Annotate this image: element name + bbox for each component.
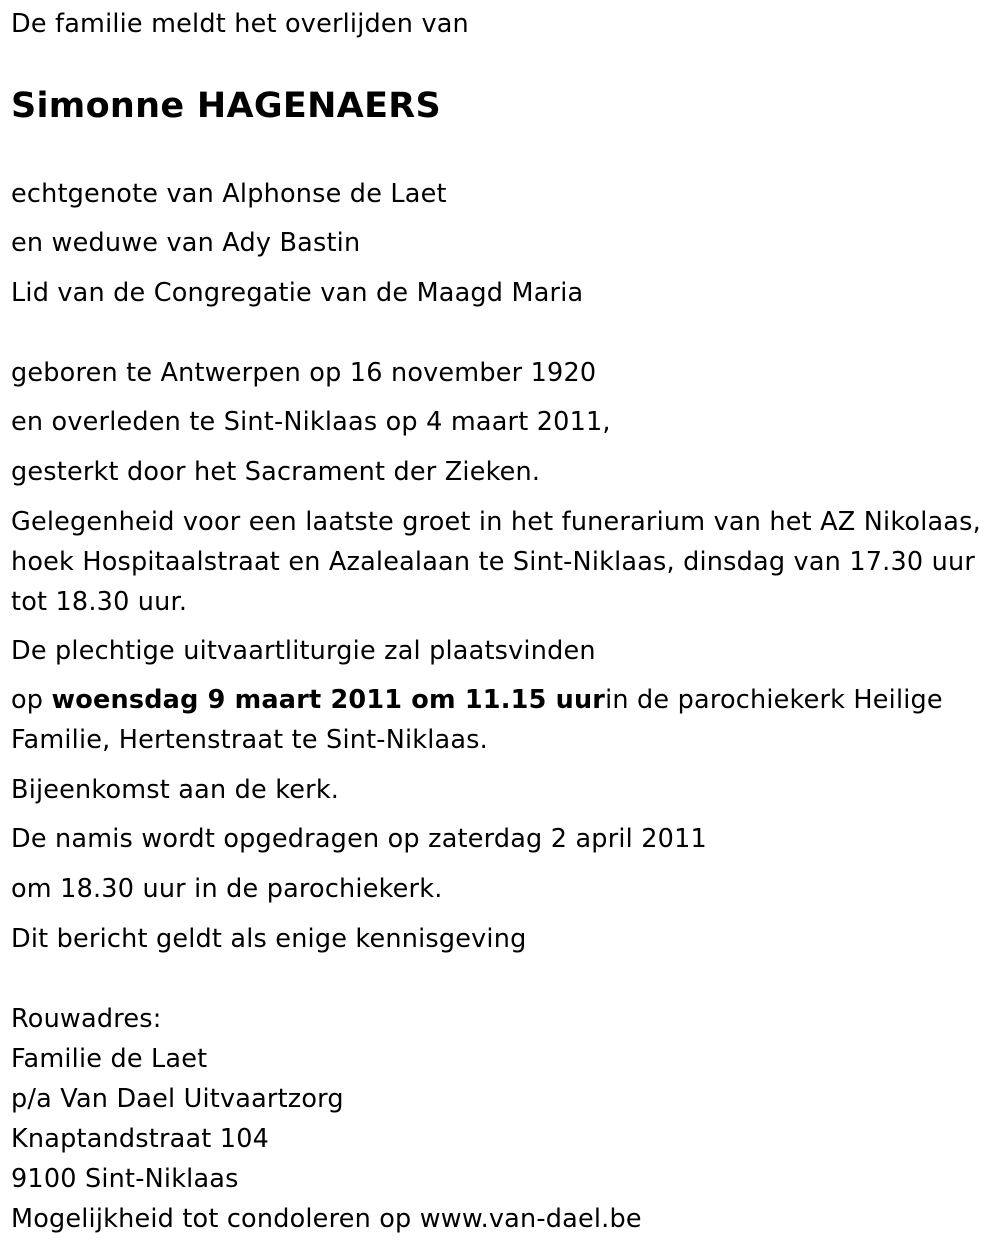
intro-text: De familie meldt het overlijden van [11, 9, 469, 39]
birth-info: geboren te Antwerpen op 16 november 1920 [11, 358, 597, 388]
deceased-name: Simonne HAGENAERS [11, 86, 442, 126]
condolences-text: Mogelijkheid tot condoleren op www.van-dael.be [11, 1204, 642, 1234]
liturgy-datetime: woensdag 9 maart 2011 om 11.15 uur [51, 685, 606, 715]
notice-text: Dit bericht geldt als enige kennisgeving [11, 924, 527, 954]
liturgy-place: in de parochiekerk Heilige Familie, Hertenstraat te Sint-Niklaas. [11, 685, 943, 755]
viewing-info: Gelegenheid voor een laatste groet in het funerarium van het AZ Nikolaas, hoek Hospitaalstraat en Azalealaan te Sint-Niklaas, dinsdag van 17.30 uur tot 18.30 uur. [11, 507, 981, 617]
sacrament-info: gesterkt door het Sacrament der Zieken. [11, 457, 541, 487]
memorial-mass: De namis wordt opgedragen op zaterdag 2 april 2011 [11, 824, 707, 854]
address-line-city: 9100 Sint-Niklaas [11, 1164, 239, 1194]
gathering-info: Bijeenkomst aan de kerk. [11, 775, 340, 805]
address-label: Rouwadres: [11, 1004, 162, 1034]
relation-congregation: Lid van de Congregatie van de Maagd Maria [11, 278, 584, 308]
relation-spouse: echtgenote van Alphonse de Laet [11, 179, 447, 209]
relation-widow: en weduwe van Ady Bastin [11, 228, 361, 258]
liturgy-prefix: op [11, 685, 52, 715]
memorial-time: om 18.30 uur in de parochiekerk. [11, 874, 443, 904]
death-info: en overleden te Sint-Niklaas op 4 maart 2011, [11, 407, 611, 437]
liturgy-details [11, 680, 986, 760]
address-line-family: Familie de Laet [11, 1044, 208, 1074]
address-line-street: Knaptandstraat 104 [11, 1124, 270, 1154]
liturgy-intro: De plechtige uitvaartliturgie zal plaatsvinden [11, 636, 596, 666]
address-line-funeral-home: p/a Van Dael Uitvaartzorg [11, 1084, 344, 1114]
